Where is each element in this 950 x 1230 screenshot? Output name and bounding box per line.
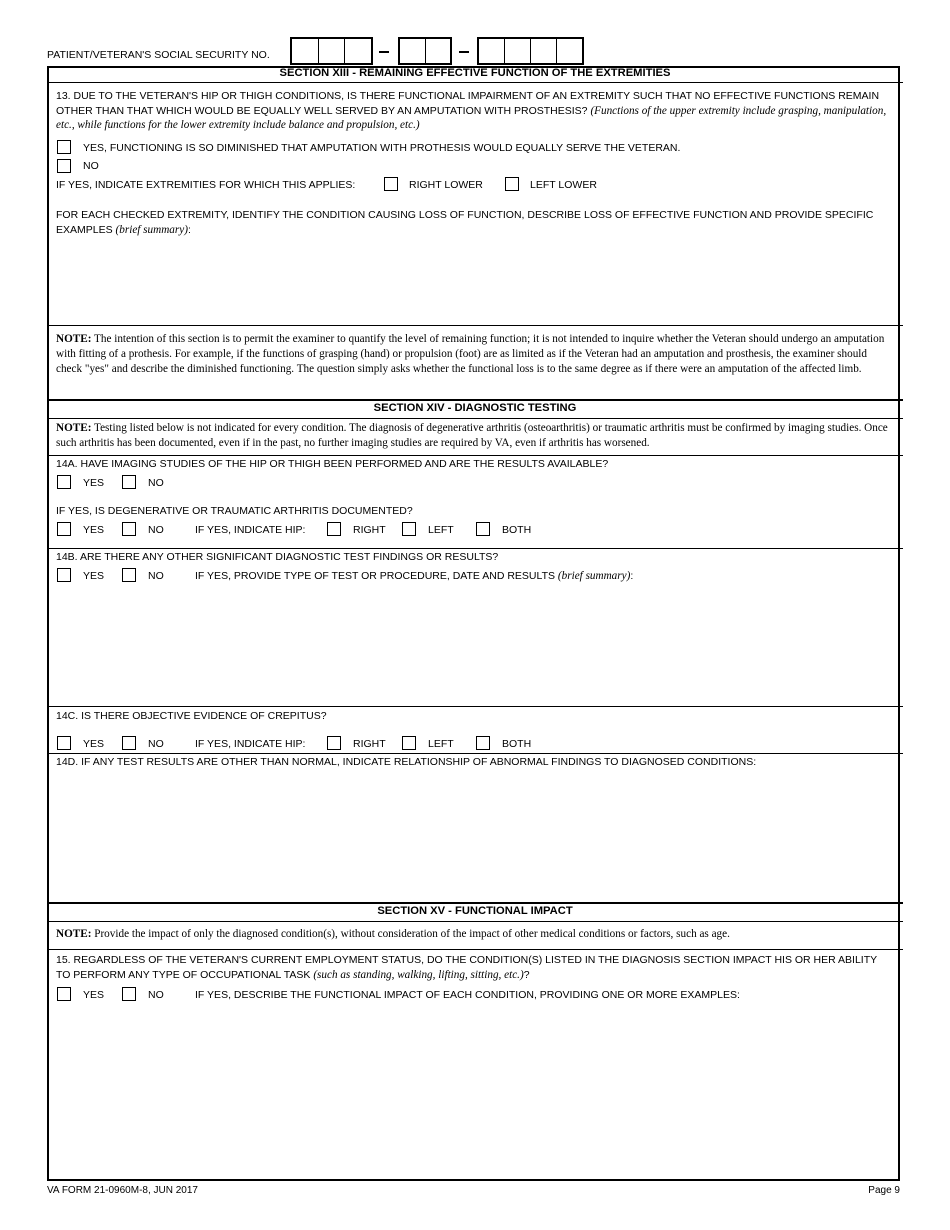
form-id: VA FORM 21-0960M-8, JUN 2017 (47, 1185, 198, 1196)
ssn-dash (379, 51, 389, 53)
divider (47, 548, 903, 549)
q14b-yes-label: YES (83, 570, 105, 582)
q13-yes-checkbox[interactable] (57, 140, 71, 154)
q15-no-checkbox[interactable] (122, 987, 136, 1001)
q14c-both-checkbox[interactable] (476, 736, 490, 750)
question-14a: 14A. HAVE IMAGING STUDIES OF THE HIP OR THIGH BEEN PERFORMED AND ARE THE RESULTS AVAILABLE? (56, 458, 609, 470)
divider (47, 902, 903, 904)
q14a-yes-label: YES (83, 477, 105, 489)
q14a-no-checkbox[interactable] (122, 475, 136, 489)
q14d-answer-area[interactable] (49, 772, 900, 900)
q14a-sub-no-label: NO (148, 524, 164, 536)
ssn-part1-field[interactable] (290, 37, 373, 65)
section-13-note: NOTE: The intention of this section is to permit the examiner to quantify the level of remaining function; it is not intended to inquire whether the Veteran should undergo an amputation with fitting of a prothesis. For example, if the functions of grasping (hand) or propulsion (foot) are as limited as if the Veteran had an amputation and prosthesis, the examiner should check "yes" and describe the diminished functioning. The question simply asks whether the functional loss is to the same degree as if there were an amputation of the affected limb. (56, 333, 885, 375)
q14a-indicate-hip-label: IF YES, INDICATE HIP: (195, 524, 306, 536)
divider (47, 949, 903, 950)
question-15: 15. REGARDLESS OF THE VETERAN'S CURRENT EMPLOYMENT STATUS, DO THE CONDITION(S) LISTED IN THE DIAGNOSIS SECTION IMPACT HIS OR HER ABILITY TO PERFORM ANY TYPE OF OCCUPATIONAL TASK (such as standing, walking, lifting, sitting, etc.)? (56, 954, 877, 981)
q14c-indicate-hip-label: IF YES, INDICATE HIP: (195, 738, 306, 750)
section-13-title: SECTION XIII - REMAINING EFFECTIVE FUNCTION OF THE EXTREMITIES (279, 67, 671, 79)
q14a-sub-yes-checkbox[interactable] (57, 522, 71, 536)
section-14-note: NOTE: Testing listed below is not indicated for every condition. The diagnosis of degenerative arthritis (osteoarthritis) or traumatic arthritis must be confirmed by imaging studies. Once such arthritis has been documented, even if in the past, no further imaging studies are required by VA, even if arthritis has worsened. (56, 422, 888, 449)
question-14c: 14C. IS THERE OBJECTIVE EVIDENCE OF CREPITUS? (56, 710, 327, 722)
q14a-right-label: RIGHT (353, 524, 386, 536)
divider (47, 82, 903, 83)
left-lower-checkbox[interactable] (505, 177, 519, 191)
q14c-yes-label: YES (83, 738, 105, 750)
q14c-both-label: BOTH (502, 738, 532, 750)
q14a-no-label: NO (148, 477, 164, 489)
question-13: 13. DUE TO THE VETERAN'S HIP OR THIGH CONDITIONS, IS THERE FUNCTIONAL IMPAIRMENT OF AN EXTREMITY SUCH THAT NO EFFECTIVE FUNCTIONS REMAIN OTHER THAN THAT WHICH WOULD BE EQUALLY WELL SERVED BY AN AMPUTATION WITH PROSTHESIS? (Functions of the upper extremity include grasping, manipulation, etc., while functions for the lower extremity include balance and propulsion, etc.) (56, 90, 887, 132)
q15-no-label: NO (148, 989, 164, 1001)
question-14a-sub: IF YES, IS DEGENERATIVE OR TRAUMATIC ARTHRITIS DOCUMENTED? (56, 505, 413, 517)
q13-no-checkbox[interactable] (57, 159, 71, 173)
q14b-no-label: NO (148, 570, 164, 582)
divider (47, 399, 903, 401)
section-14-title: SECTION XIV - DIAGNOSTIC TESTING (373, 402, 577, 414)
left-lower-label: LEFT LOWER (530, 179, 597, 191)
divider (47, 706, 903, 707)
divider (47, 455, 903, 456)
section-15-title: SECTION XV - FUNCTIONAL IMPACT (377, 905, 573, 917)
right-lower-checkbox[interactable] (384, 177, 398, 191)
q14c-left-checkbox[interactable] (402, 736, 416, 750)
q14a-both-label: BOTH (502, 524, 532, 536)
q14a-left-checkbox[interactable] (402, 522, 416, 536)
ssn-part3-field[interactable] (477, 37, 584, 65)
q13-yes-label: YES, FUNCTIONING IS SO DIMINISHED THAT AMPUTATION WITH PROTHESIS WOULD EQUALLY SERVE THE VETERAN. (83, 142, 681, 154)
q14a-yes-checkbox[interactable] (57, 475, 71, 489)
q14a-sub-yes-label: YES (83, 524, 105, 536)
ssn-part2-field[interactable] (398, 37, 452, 65)
divider (47, 418, 903, 419)
ssn-dash (459, 51, 469, 53)
q14c-no-label: NO (148, 738, 164, 750)
q14c-right-checkbox[interactable] (327, 736, 341, 750)
right-lower-label: RIGHT LOWER (409, 179, 483, 191)
q15-instruction: IF YES, DESCRIBE THE FUNCTIONAL IMPACT OF EACH CONDITION, PROVIDING ONE OR MORE EXAMPLES: (195, 989, 740, 1001)
q14a-right-checkbox[interactable] (327, 522, 341, 536)
q14b-instruction: IF YES, PROVIDE TYPE OF TEST OR PROCEDURE, DATE AND RESULTS (brief summary): (195, 570, 634, 582)
q14c-right-label: RIGHT (353, 738, 386, 750)
q14a-sub-no-checkbox[interactable] (122, 522, 136, 536)
q14b-yes-checkbox[interactable] (57, 568, 71, 582)
divider (47, 753, 903, 754)
q15-yes-label: YES (83, 989, 105, 1001)
q14a-both-checkbox[interactable] (476, 522, 490, 536)
q15-yes-checkbox[interactable] (57, 987, 71, 1001)
q14b-no-checkbox[interactable] (122, 568, 136, 582)
q14c-yes-checkbox[interactable] (57, 736, 71, 750)
section-15-note: NOTE: Provide the impact of only the diagnosed condition(s), without consideration of the impact of other medical conditions or factors, such as age. (56, 928, 730, 940)
page-number: Page 9 (868, 1185, 900, 1196)
q14a-left-label: LEFT (428, 524, 454, 536)
divider (47, 325, 903, 326)
each-checked-instruction: FOR EACH CHECKED EXTREMITY, IDENTIFY THE CONDITION CAUSING LOSS OF FUNCTION, DESCRIBE LOSS OF EFFECTIVE FUNCTION AND PROVIDE SPECIFIC EXAMPLES (brief summary): (56, 209, 874, 236)
extremities-label: IF YES, INDICATE EXTREMITIES FOR WHICH THIS APPLIES: (56, 179, 356, 191)
q14c-no-checkbox[interactable] (122, 736, 136, 750)
q15-answer-area[interactable] (49, 1006, 900, 1178)
ssn-label: PATIENT/VETERAN'S SOCIAL SECURITY NO. (47, 49, 270, 61)
q14b-answer-area[interactable] (49, 588, 900, 704)
q14c-left-label: LEFT (428, 738, 454, 750)
q13-answer-area[interactable] (49, 240, 900, 324)
q13-no-label: NO (83, 160, 99, 172)
question-14d: 14D. IF ANY TEST RESULTS ARE OTHER THAN NORMAL, INDICATE RELATIONSHIP OF ABNORMAL FINDINGS TO DIAGNOSED CONDITIONS: (56, 756, 757, 768)
question-14b: 14B. ARE THERE ANY OTHER SIGNIFICANT DIAGNOSTIC TEST FINDINGS OR RESULTS? (56, 551, 499, 563)
divider (47, 921, 903, 922)
